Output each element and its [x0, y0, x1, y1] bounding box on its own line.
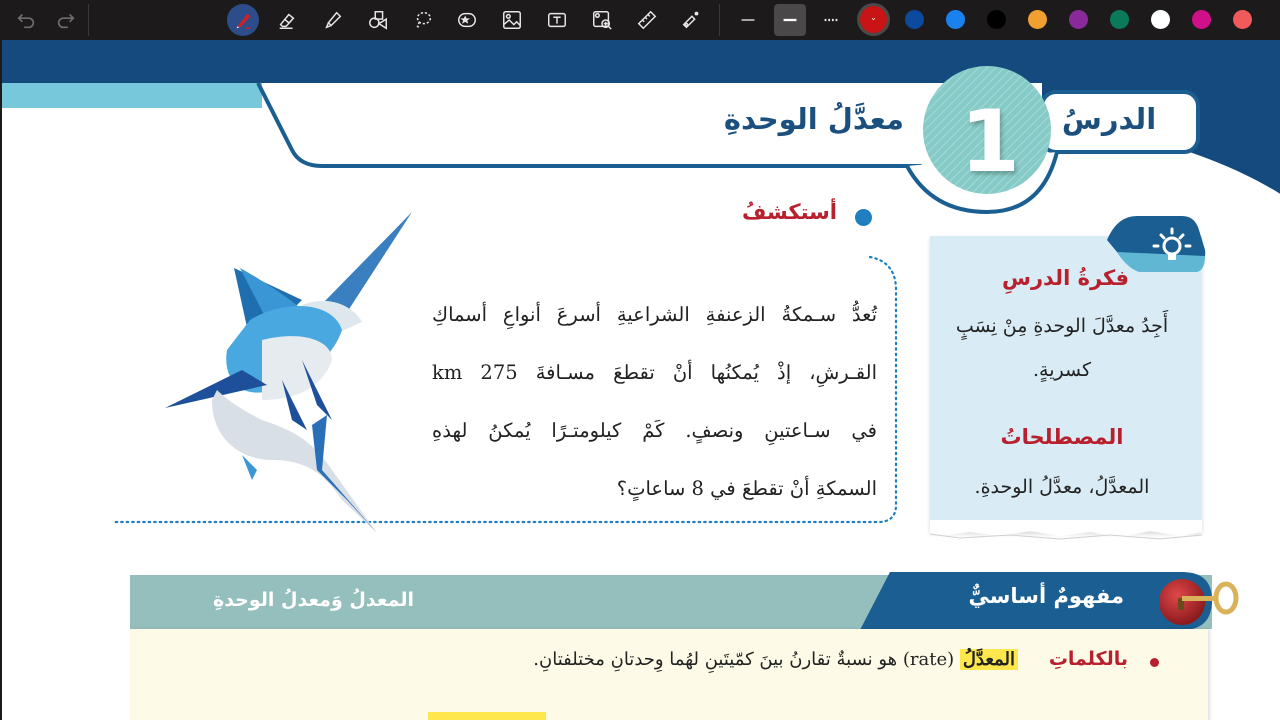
- lesson-idea-text-2: كسريةٍ.: [1033, 359, 1091, 381]
- pen-tool-button[interactable]: [227, 4, 259, 36]
- color-swatch-red-selected[interactable]: [860, 6, 887, 33]
- eraser-icon: [276, 9, 298, 31]
- sticker-tool-button[interactable]: [451, 4, 483, 36]
- image-tool-button[interactable]: [496, 4, 528, 36]
- ruler-tool-button[interactable]: [631, 4, 663, 36]
- redo-button[interactable]: [50, 4, 82, 36]
- terms-list: المعدَّلُ، معدَّلُ الوحدةِ.: [974, 476, 1150, 498]
- stroke-dotted-button[interactable]: [815, 4, 847, 36]
- shapes-icon: [367, 9, 389, 31]
- stroke-thin-button[interactable]: [732, 4, 764, 36]
- shapes-tool-button[interactable]: [362, 4, 394, 36]
- eraser-tool-button[interactable]: [271, 4, 303, 36]
- rate-definition: [422, 649, 1018, 670]
- sticker-icon: [456, 9, 478, 31]
- color-swatch-purple[interactable]: [1069, 10, 1088, 29]
- lesson-label: الدرسُ: [1061, 102, 1157, 136]
- lasso-tool-button[interactable]: [407, 4, 439, 36]
- lesson-idea-heading: فكرةُ الدرسِ: [1001, 266, 1129, 290]
- explore-bullet-dot: [855, 209, 872, 226]
- textbook-page: [0, 40, 1280, 720]
- color-swatch-green[interactable]: [1110, 10, 1129, 29]
- chevron-down-icon: ⌄: [870, 13, 877, 22]
- key-concept-subtitle: المعدلُ وَمعدلُ الوحدةِ: [212, 589, 414, 611]
- undo-button[interactable]: [10, 4, 42, 36]
- color-swatch-black[interactable]: [987, 10, 1006, 29]
- thin-line-icon: [737, 9, 759, 31]
- dotted-line-icon: [820, 9, 842, 31]
- explore-line-3: في سـاعتينِ ونصفٍ. كَمْ كيلومتـرًا يُمكنُ لهذهِ: [432, 419, 877, 442]
- image-icon: [501, 9, 523, 31]
- color-swatch-orange[interactable]: [1028, 10, 1047, 29]
- definition-text: (rate) هو نسبةٌ تقارنُ بينَ كمّيتَينِ لهُما وِحدتانِ مختلفتانِ.: [533, 649, 960, 670]
- key-icon: [1156, 578, 1242, 628]
- color-swatch-blue[interactable]: [946, 10, 965, 29]
- highlighter-icon: [322, 9, 344, 31]
- image-search-icon: [591, 9, 613, 31]
- terms-heading: المصطلحاتُ: [1000, 425, 1124, 449]
- annotation-toolbar: [0, 0, 1280, 40]
- highlighted-term-rate: المعدَّلُ: [960, 649, 1018, 670]
- text-tool-button[interactable]: [541, 4, 573, 36]
- color-swatch-magenta[interactable]: [1192, 10, 1211, 29]
- medium-line-icon: [779, 9, 801, 31]
- lesson-title: معدَّلُ الوحدةِ: [723, 102, 904, 136]
- toolbar-divider: [719, 4, 720, 36]
- color-swatch-white[interactable]: [1151, 10, 1170, 29]
- key-concept-title: مفهومٌ أساسيٌّ: [968, 584, 1124, 608]
- explore-line-4: السمكةِ أنْ تقطعَ في 8 ساعاتٍ؟: [616, 477, 877, 500]
- laser-pointer-icon: [680, 9, 702, 31]
- stroke-medium-button[interactable]: [774, 4, 806, 36]
- highlighter-tool-button[interactable]: [317, 4, 349, 36]
- laser-pointer-tool-button[interactable]: [675, 4, 707, 36]
- lightbulb-icon: [1150, 226, 1194, 270]
- toolbar-divider: [88, 4, 89, 36]
- color-swatch-coral[interactable]: [1233, 10, 1252, 29]
- highlight-bar: [428, 712, 546, 720]
- explore-heading: أستكشفُ: [741, 200, 837, 224]
- explore-line-1: تُعدُّ سـمكةُ الزعنفةِ الشراعيةِ أسرعَ أنواعِ أسماكِ: [432, 303, 877, 326]
- marlin-fish-illustration: [165, 212, 412, 533]
- in-words-label: بالكلماتِ: [1048, 648, 1128, 670]
- cut-off-next-line: [292, 708, 1122, 720]
- explore-line-2: القـرشِ، إذْ يُمكنُها أنْ تقطعَ مسـافةَ 275 km: [432, 361, 878, 384]
- key-concept-body: [130, 629, 1208, 720]
- undo-icon: [15, 9, 37, 31]
- color-swatch-dark-blue[interactable]: [905, 10, 924, 29]
- torn-paper-edge: [930, 520, 1204, 544]
- text-box-icon: [546, 9, 568, 31]
- lesson-idea-text-1: أَجِدُ معدَّلَ الوحدةِ مِنْ نِسَبٍ: [955, 315, 1169, 337]
- redo-icon: [55, 9, 77, 31]
- ruler-icon: [636, 9, 658, 31]
- lasso-icon: [412, 9, 434, 31]
- bullet-dot: [1150, 658, 1159, 667]
- lesson-number: 1: [960, 92, 1020, 192]
- pen-icon: [232, 9, 254, 31]
- image-search-tool-button[interactable]: [586, 4, 618, 36]
